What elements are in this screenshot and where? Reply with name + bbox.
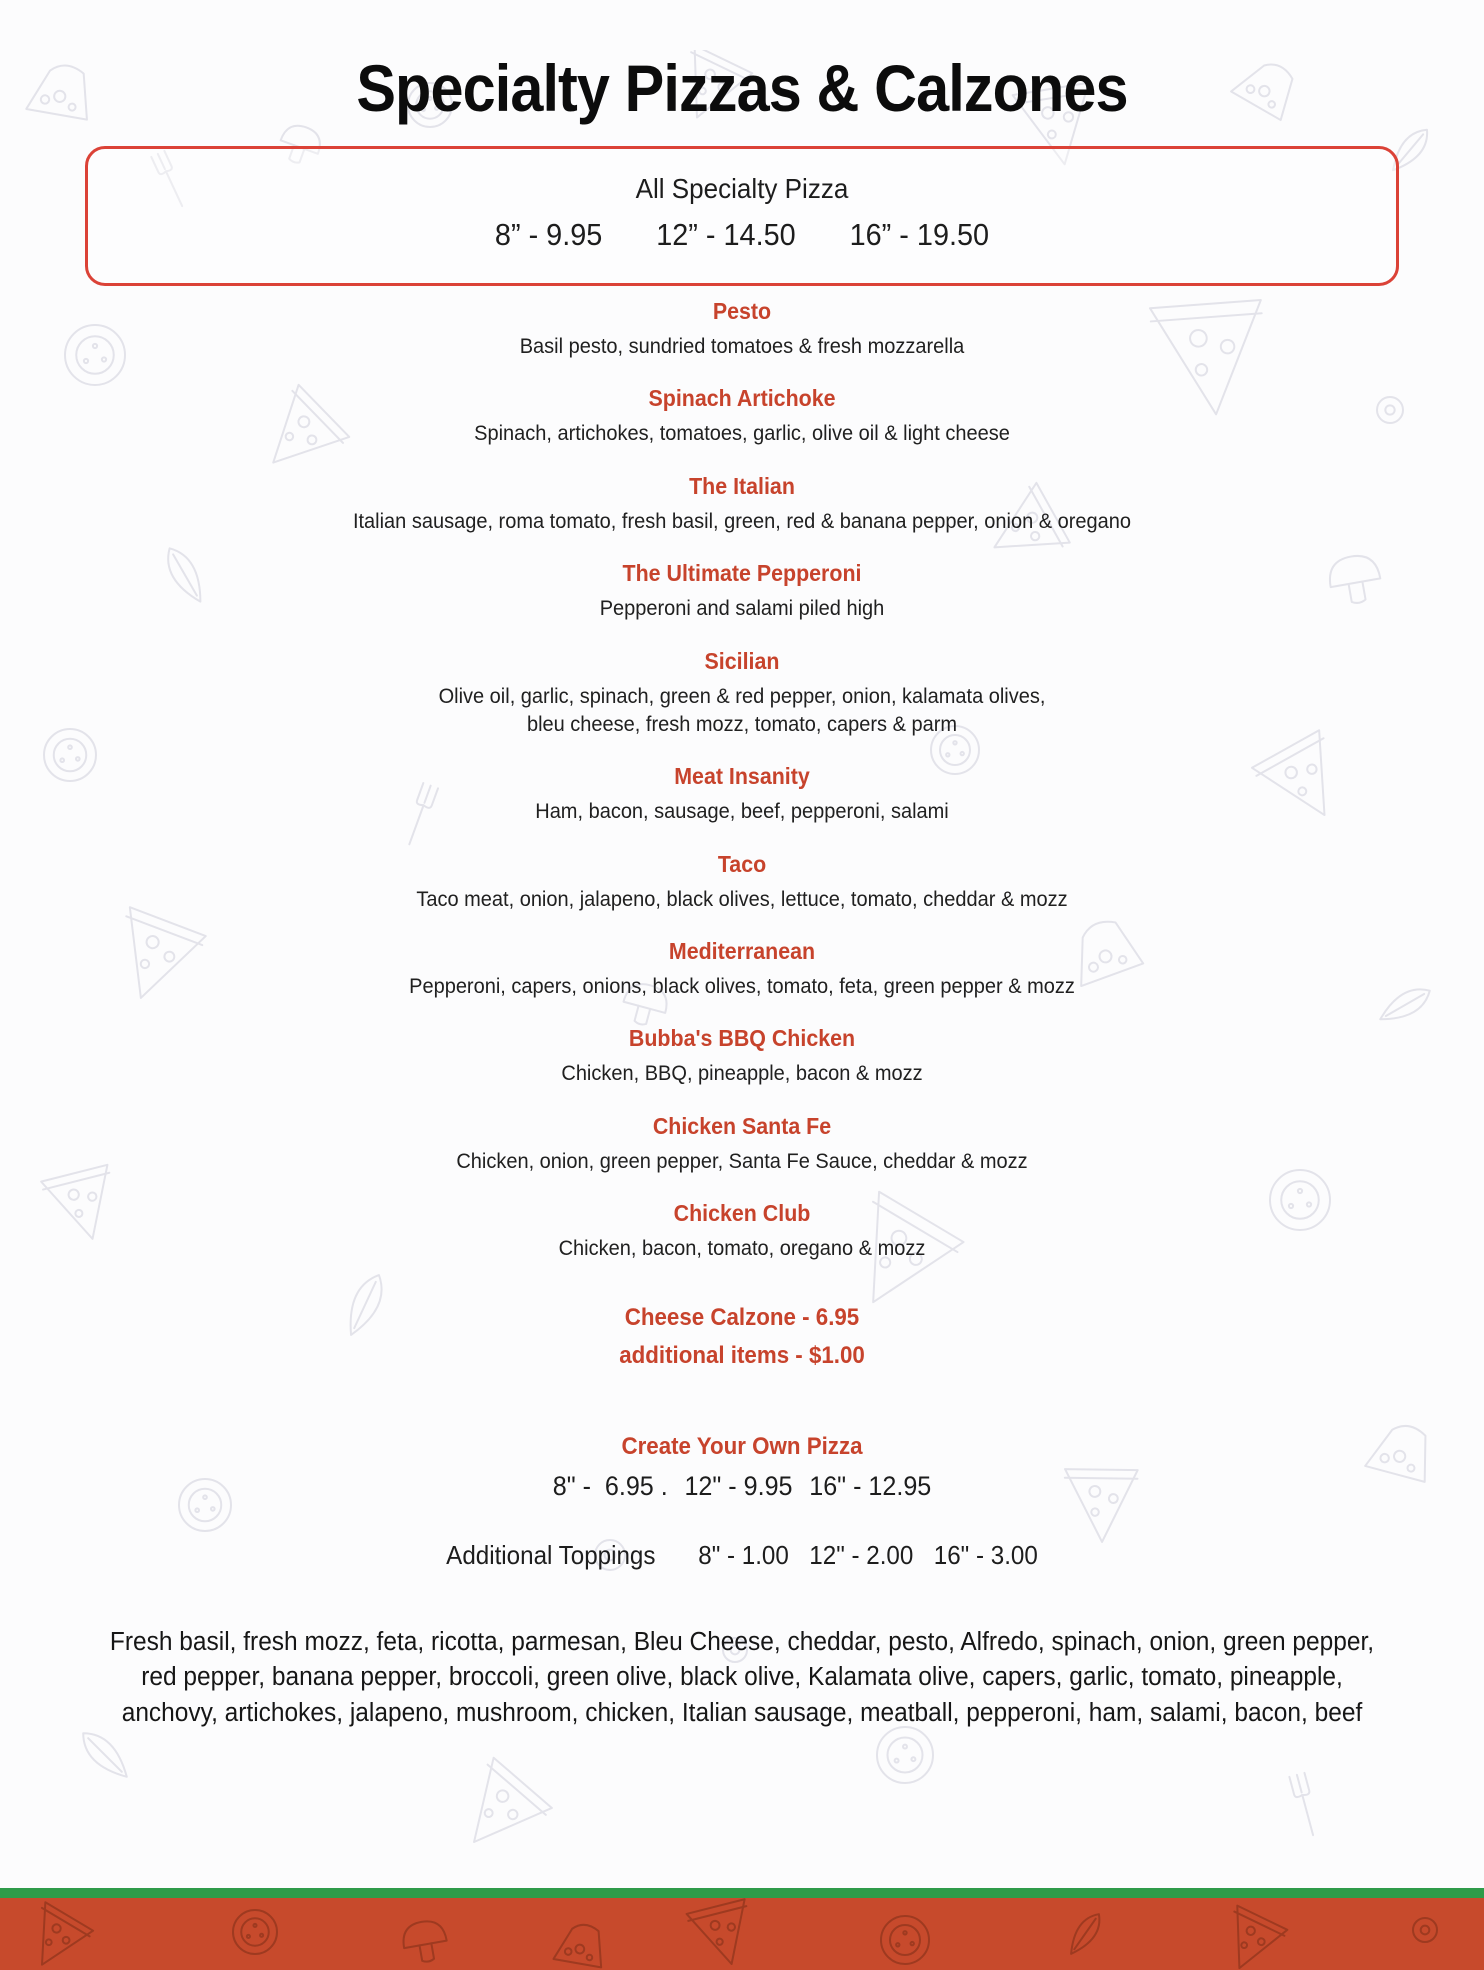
footer-doodle-pattern [0, 1898, 1484, 1970]
topping-price-16-inch: 16" - 3.00 [933, 1540, 1038, 1571]
menu-item [52, 1025, 1432, 1087]
menu-item-description: Spinach, artichokes, tomatoes, garlic, olive oil & light cheese [474, 421, 1010, 446]
menu-item-description: Ham, bacon, sausage, beef, pepperoni, salami [535, 799, 949, 824]
menu-item [52, 473, 1432, 535]
menu-page [0, 50, 1484, 1731]
menu-item-description: Basil pesto, sundried tomatoes & fresh mozzarella [519, 334, 965, 358]
toppings-list-paragraph: Fresh basil, fresh mozz, feta, ricotta, parmesan, Bleu Cheese, cheddar, pesto, Alfredo, spinach, onion, green pepper, red pepper, banana pepper, broccoli, green olive, black olive, Kalamata olive, capers, garlic, tomato, pineapple, anchovy, artichokes, jalapeno, mushroom, chicken, Italian sausage, meatball, pepperoni, ham, salami, bacon, beef [109, 1628, 1375, 1727]
create-your-own-section [52, 1433, 1432, 1502]
page-title: Specialty Pizzas & Calzones [356, 51, 1128, 125]
menu-item [52, 385, 1432, 447]
menu-item [52, 763, 1432, 825]
menu-item [52, 1113, 1432, 1175]
menu-item-name: Chicken Club [673, 1200, 811, 1227]
create-your-own-heading: Create Your Own Pizza [621, 1433, 863, 1461]
specialty-price-box [85, 146, 1399, 286]
topping-price-12-inch: 12" - 2.00 [809, 1540, 914, 1571]
menu-item-description: Olive oil, garlic, spinach, green & red pepper, onion, kalamata olives, [438, 683, 1046, 708]
menu-item-description: Chicken, onion, green pepper, Santa Fe Sauce, cheddar & mozz [456, 1148, 1028, 1173]
footer-band [0, 1888, 1484, 1970]
menu-items-list [0, 298, 1484, 1263]
menu-item-name: Chicken Santa Fe [652, 1112, 832, 1139]
menu-item-description: Pepperoni and salami piled high [599, 596, 885, 621]
cyo-price-16-inch: 16" - 12.95 [809, 1471, 932, 1502]
menu-item-name: Pesto [712, 298, 772, 324]
menu-item-description: Chicken, bacon, tomato, oregano & mozz [558, 1236, 926, 1261]
menu-item-description-line2: bleu cheese, fresh mozz, tomato, capers & parm [526, 711, 958, 736]
footer-red-band [0, 1898, 1484, 1970]
menu-item [52, 298, 1432, 360]
menu-item-description: Taco meat, onion, jalapeno, black olives, lettuce, tomato, cheddar & mozz [416, 886, 1068, 911]
additional-toppings-line [52, 1540, 1432, 1571]
calzone-price-line: Cheese Calzone - 6.95 [624, 1303, 860, 1331]
price-12-inch: 12” - 14.50 [656, 217, 796, 252]
price-8-inch: 8” - 9.95 [494, 217, 603, 252]
create-your-own-prices [52, 1471, 1432, 1502]
price-box-prices [134, 217, 1350, 253]
menu-item-name: Bubba's BBQ Chicken [628, 1025, 856, 1052]
menu-item [52, 938, 1432, 1000]
menu-item-description: Pepperoni, capers, onions, black olives, tomato, feta, green pepper & mozz [409, 974, 1075, 998]
menu-item-name: The Ultimate Pepperoni [622, 560, 862, 587]
topping-price-8-inch: 8" - 1.00 [698, 1540, 789, 1571]
menu-item-name: Mediterranean [668, 938, 816, 964]
calzone-additional-items-line: additional items - $1.00 [619, 1341, 865, 1369]
menu-item [52, 560, 1432, 622]
cyo-price-12-inch: 12" - 9.95 [684, 1471, 793, 1502]
menu-item-description: Chicken, BBQ, pineapple, bacon & mozz [561, 1061, 923, 1086]
menu-item-name: Meat Insanity [674, 763, 810, 790]
footer-green-stripe [0, 1888, 1484, 1898]
menu-item [52, 1200, 1432, 1262]
price-16-inch: 16” - 19.50 [849, 217, 990, 252]
menu-item-name: The Italian [689, 472, 795, 499]
menu-item-name: Sicilian [704, 647, 780, 674]
price-box-heading: All Specialty Pizza [635, 173, 849, 204]
menu-item-name: Spinach Artichoke [648, 385, 836, 412]
menu-item-description: Italian sausage, roma tomato, fresh basil, green, red & banana pepper, onion & oregano [352, 508, 1132, 533]
additional-toppings-label: Additional Toppings [446, 1540, 656, 1571]
menu-content [0, 50, 1484, 1731]
menu-item-name: Taco [717, 850, 767, 877]
menu-item [52, 851, 1432, 913]
menu-item [52, 648, 1432, 739]
calzone-section [52, 1299, 1432, 1376]
cyo-price-8-inch: 8" - 6.95 . [552, 1471, 668, 1502]
